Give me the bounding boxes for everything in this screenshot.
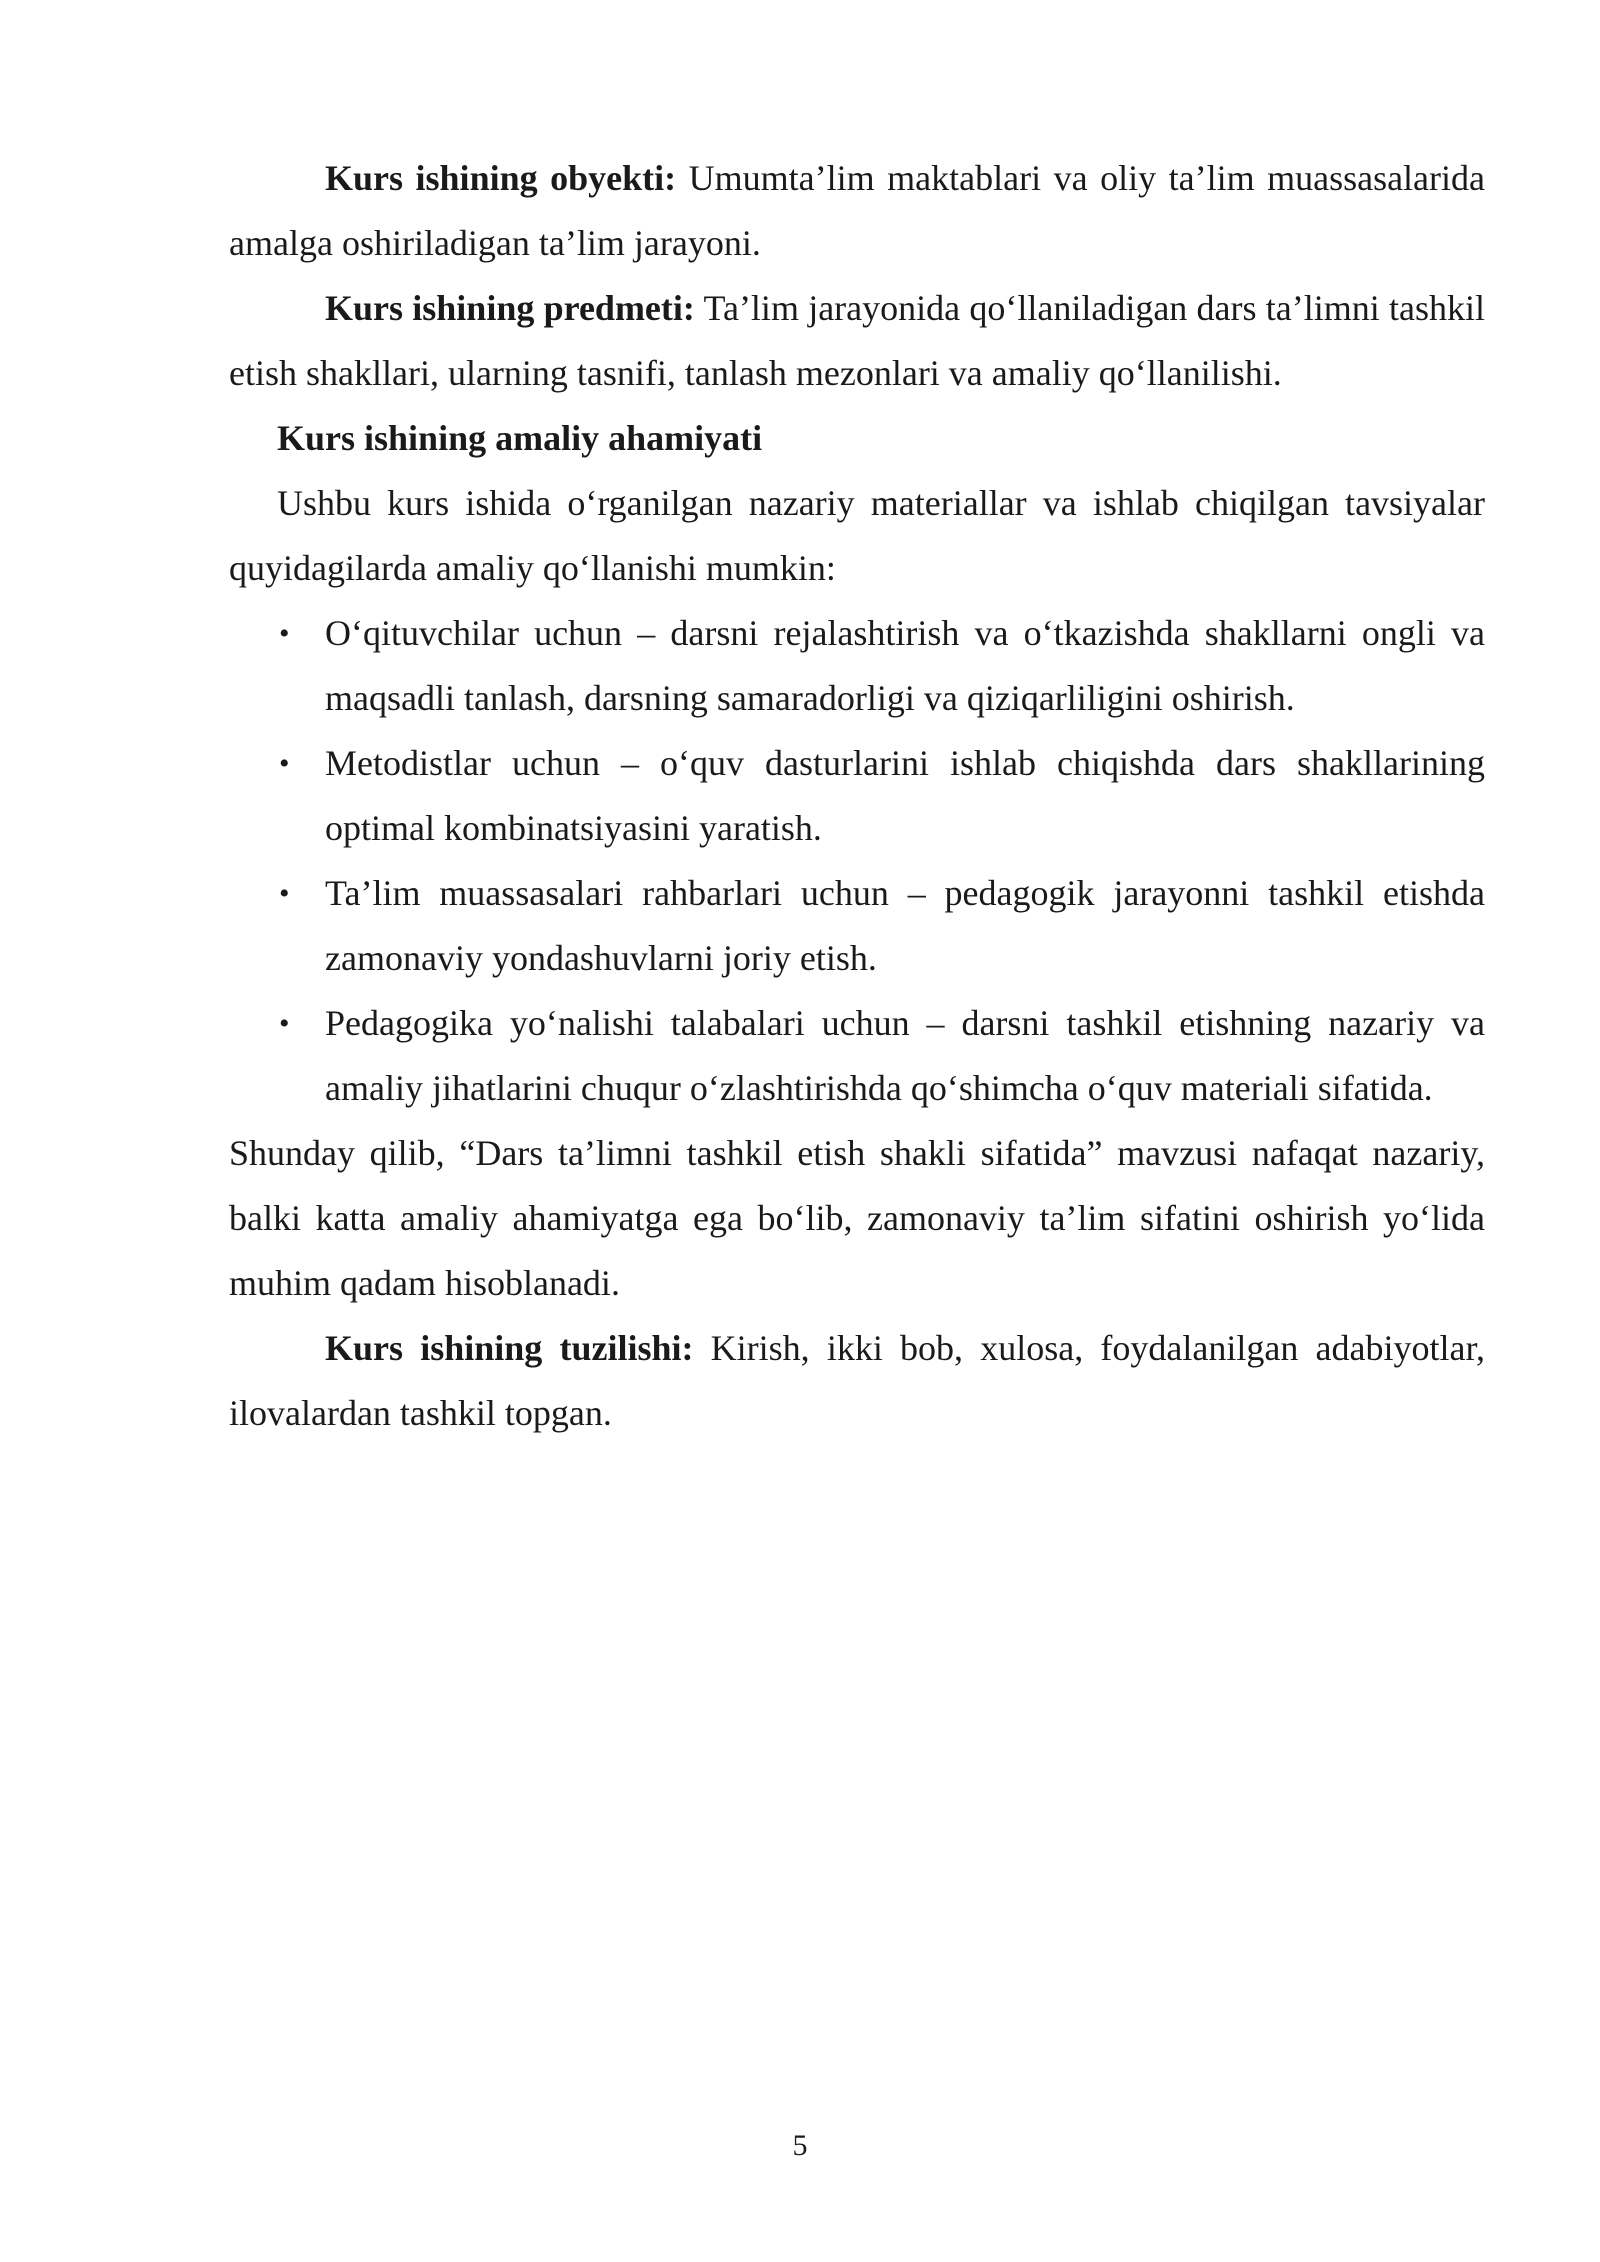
paragraph-object	[229, 146, 1485, 276]
page-number: 5	[792, 2129, 808, 2162]
bullet-icon: •	[279, 617, 290, 650]
bullet-icon: •	[279, 877, 290, 910]
list-item-text: O‘qituvchilar uchun – darsni rejalashtirish va o‘tkazishda shakllarni ongli va maqsadli tanlash, darsning samaradorligi va qiziqarliligini oshirish.	[325, 613, 1485, 718]
paragraph-intro: Ushbu kurs ishida o‘rganilgan nazariy materiallar va ishlab chiqilgan tavsiyalar quyidagilarda amaliy qo‘llanishi mumkin:	[229, 483, 1485, 588]
bullet-icon: •	[279, 1007, 290, 1040]
object-text: Umumta’lim maktablari va oliy ta’lim muassasalarida amalga oshiriladigan ta’lim jarayoni.	[229, 158, 1485, 263]
list-item-text: Ta’lim muassasalari rahbarlari uchun – pedagogik jarayonni tashkil etishda zamonaviy yondashuvlarni joriy etish.	[325, 873, 1485, 978]
list-item	[229, 601, 1485, 731]
subject-text: Ta’lim jarayonida qo‘llaniladigan dars ta’limni tashkil etish shakllari, ularning tasnifi, tanlash mezonlari va amaliy qo‘llanilishi.	[229, 288, 1485, 393]
list-item-text: Metodistlar uchun – o‘quv dasturlarini ishlab chiqishda dars shakllarining optimal kombinatsiyasini yaratish.	[325, 743, 1485, 848]
list-item	[229, 991, 1485, 1121]
list-item	[229, 731, 1485, 861]
list-item-text: Pedagogika yo‘nalishi talabalari uchun – darsni tashkil etishning nazariy va amaliy jihatlarini chuqur o‘zlashtirishda qo‘shimcha o‘quv materiali sifatida.	[325, 1003, 1485, 1108]
structure-text: Kirish, ikki bob, xulosa, foydalanilgan adabiyotlar, ilovalardan tashkil topgan.	[229, 1328, 1485, 1433]
paragraph-structure	[229, 1316, 1485, 1446]
list-item	[229, 861, 1485, 991]
paragraph-subject	[229, 276, 1485, 406]
object-lead: Kurs ishining obyekti:	[325, 158, 677, 198]
structure-lead: Kurs ishining tuzilishi:	[325, 1328, 694, 1368]
subject-lead: Kurs ishining predmeti:	[325, 288, 695, 328]
bullet-list	[229, 601, 1485, 1121]
bullet-icon: •	[279, 747, 290, 780]
document-body	[229, 146, 1485, 1446]
practical-heading: Kurs ishining amaliy ahamiyati	[277, 418, 763, 458]
paragraph-conclusion: Shunday qilib, “Dars ta’limni tashkil etish shakli sifatida” mavzusi nafaqat nazariy, balki katta amaliy ahamiyatga ega bo‘lib, zamonaviy ta’lim sifatini oshirish yo‘lida muhim qadam hisoblanadi.	[229, 1133, 1485, 1303]
